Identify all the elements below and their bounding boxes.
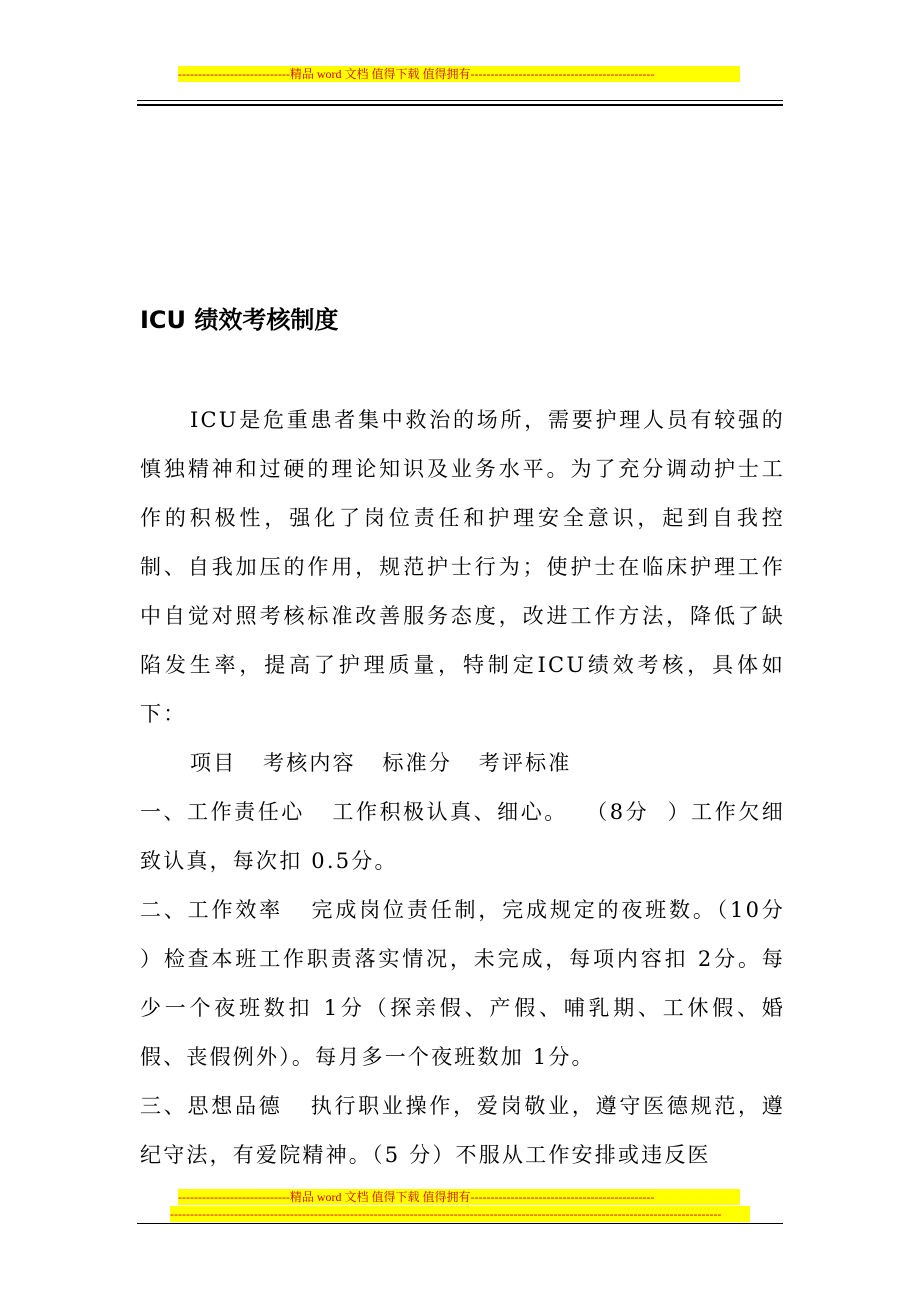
document-body xyxy=(140,396,803,1180)
document-title: ICU 绩效考核制度 xyxy=(140,306,339,334)
table-header-row: 项目 考核内容 标准分 考评标准 xyxy=(190,751,572,775)
assessment-item: 一、工作责任心 工作积极认真、细心。 （8分 ）工作欠细致认真，每次扣 0.5分。 xyxy=(140,800,785,873)
assessment-item: 三、思想品德 执行职业操作，爱岗敬业，遵守医德规范，遵纪守法，有爱院精神。（5 分）不服从工作安排或违反医 xyxy=(140,1094,785,1167)
assessment-item: 二、工作效率 完成岗位责任制，完成规定的夜班数。（10分 ）检查本班工作职责落实情况，未完成，每项内容扣 2分。每少一个夜班数扣 1分（探亲假、产假、哺乳期、工休假、婚假、丧假例外）。每月多一个夜班数加 1分。 xyxy=(140,898,803,1069)
footer-banner: ----------------------------精品 word 文档 值得下载 值得拥有---------------------------------------------- xyxy=(178,1189,740,1205)
footer-banner-dashes: ------------------------------------------------------------------------------------------------------------------------------------------ xyxy=(170,1206,750,1222)
intro-paragraph: ICU是危重患者集中救治的场所，需要护理人员有较强的慎独精神和过硬的理论知识及业务水平。为了充分调动护士工作的积极性，强化了岗位责任和护理安全意识，起到自我控制、自我加压的作用，规范护士行为；使护士在临床护理工作中自觉对照考核标准改善服务态度，改进工作方法，降低了缺陷发生率，提高了护理质量，特制定ICU绩效考核，具体如下： xyxy=(140,408,785,726)
footer-rule xyxy=(137,1223,783,1224)
header-rule-thick xyxy=(137,104,783,106)
header-rule-thin xyxy=(137,100,783,101)
header-banner: ----------------------------精品 word 文档 值得下载 值得拥有---------------------------------------------- xyxy=(178,66,740,82)
